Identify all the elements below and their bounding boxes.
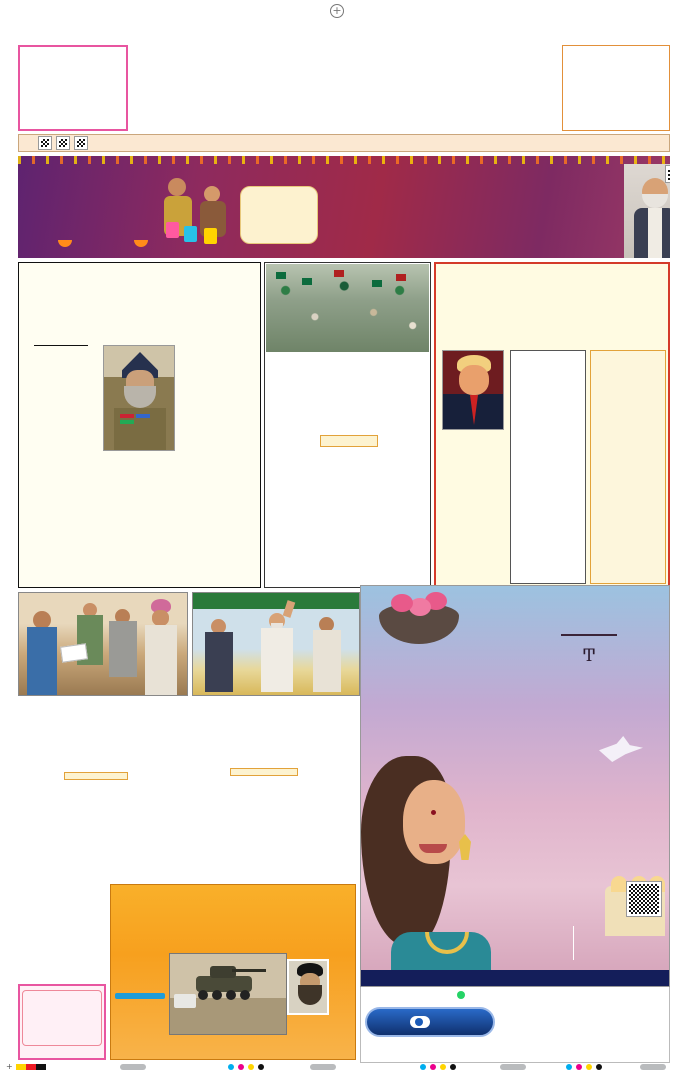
bindi-icon	[431, 810, 436, 815]
crop-plus-icon: +	[6, 1062, 13, 1071]
qr-code-icon	[39, 137, 51, 149]
ad-box-year-panel	[562, 45, 670, 131]
tanishq-logo-icon: Ͳ	[583, 646, 595, 666]
offer-divider	[573, 926, 574, 960]
self-promo-box-left	[18, 45, 128, 131]
tank-turret	[210, 966, 236, 978]
offers-row	[361, 924, 670, 966]
van-icon	[174, 994, 196, 1008]
trump-col	[442, 434, 504, 574]
sbi-offer-pill	[365, 1007, 495, 1037]
gupta-body-text2	[102, 758, 182, 848]
story-dig-body2	[103, 453, 177, 571]
info-bar	[18, 134, 670, 152]
shopping-bag-icon	[166, 222, 179, 238]
person-body	[205, 632, 233, 692]
shopper-face	[204, 186, 220, 202]
person-body	[27, 627, 57, 696]
shopping-bag-icon	[184, 226, 197, 242]
shaheen-portrait	[287, 959, 329, 1015]
person-face	[152, 610, 169, 626]
black-dot	[596, 1064, 602, 1070]
dove-icon	[599, 736, 643, 762]
modi-kurta	[648, 208, 662, 258]
tlp-body-left	[269, 428, 317, 578]
tlp-body-right	[381, 428, 429, 578]
registration-cross-icon: +	[330, 4, 344, 18]
story-dig-byline	[34, 345, 88, 346]
tlp-crowd-photo	[266, 264, 429, 352]
modi-body-text2	[270, 758, 350, 848]
story-dig-col1	[24, 345, 98, 573]
afghan-body-left	[116, 951, 164, 991]
shaheen-beard	[298, 985, 322, 1005]
gray-bar	[120, 1064, 146, 1070]
officer-beard	[124, 386, 156, 408]
gst-banner-ad	[18, 156, 670, 258]
story-dig-body1	[24, 348, 98, 573]
qr-code-icon	[75, 137, 87, 149]
whatsapp-icon	[457, 991, 465, 999]
person-body	[313, 630, 341, 692]
gray-bar	[640, 1064, 666, 1070]
cyan-dot	[228, 1064, 234, 1070]
tank-gun	[232, 969, 266, 972]
palace-domes	[611, 876, 627, 892]
story-trump	[434, 262, 670, 588]
trump-face	[459, 365, 489, 395]
flags-icon	[276, 272, 286, 279]
gupta-body-col2	[102, 758, 182, 848]
magenta-dot	[238, 1064, 244, 1070]
yellow-dot	[440, 1064, 446, 1070]
medal-ribbons-icon	[120, 414, 134, 418]
qr-code-icon	[57, 137, 69, 149]
cyan-dot	[420, 1064, 426, 1070]
shopper-face	[168, 178, 186, 196]
trump-photo	[442, 350, 504, 430]
magenta-dot	[576, 1064, 582, 1070]
subbox2-body	[593, 355, 663, 523]
yellow-dot	[248, 1064, 254, 1070]
story-pak-airspace	[18, 858, 106, 940]
trump-body	[442, 434, 504, 574]
gray-bar	[500, 1064, 526, 1070]
sangrand-body	[22, 990, 102, 1046]
tank-wheels	[198, 990, 208, 1000]
flowers-icon	[391, 594, 413, 612]
trump-subbox-1	[510, 350, 586, 584]
subbox1-body	[513, 355, 583, 533]
dig-portrait-photo	[103, 345, 175, 451]
tlp-col-left	[269, 428, 317, 578]
black-dot	[450, 1064, 456, 1070]
sangrand-box	[18, 984, 106, 1060]
magenta-dot	[430, 1064, 436, 1070]
tank-photo	[169, 953, 287, 1035]
event-banner	[193, 593, 359, 609]
color-bar	[16, 1064, 26, 1070]
tie-icon	[470, 395, 478, 425]
festoon-lights-icon	[18, 156, 670, 164]
tlp-col-right	[381, 428, 429, 578]
story-dig-body3	[182, 345, 256, 563]
modi-kurnool-photo	[192, 592, 360, 696]
trump-subbox-2	[590, 350, 666, 584]
by-label	[561, 634, 617, 636]
spacer	[323, 439, 375, 443]
story-afghan	[110, 884, 356, 1060]
afghan-col-left	[116, 951, 164, 991]
modi-beard	[642, 194, 668, 208]
tlp-points-box	[320, 435, 378, 447]
govt-emblem-icon	[666, 166, 670, 182]
story-dig-arrest	[18, 262, 261, 588]
modi-photo	[624, 164, 670, 258]
afghan-body-right	[333, 951, 353, 1035]
modi-body-col2	[270, 758, 350, 848]
gray-bar	[310, 1064, 336, 1070]
modi-kurta	[261, 628, 293, 692]
yellow-dot	[586, 1064, 592, 1070]
afghan-col-right	[333, 951, 356, 1035]
sbi-card-logo	[410, 1016, 430, 1028]
story-dig-col3	[182, 345, 256, 563]
story-dig-col2	[103, 345, 177, 571]
sbi-logo-icon	[415, 1018, 423, 1026]
gold-rate-strip	[361, 970, 670, 986]
diya-icon	[134, 240, 148, 247]
tanishq-ad	[360, 585, 670, 987]
shopping-bag-icon	[204, 228, 217, 244]
diya-icon	[58, 240, 72, 247]
afghan-blue-box	[115, 993, 165, 999]
gupta-ceremony-photo	[18, 592, 188, 696]
cyan-dot	[566, 1064, 572, 1070]
person-body	[109, 621, 137, 677]
tanishq-qr-code	[627, 882, 661, 916]
story-tlp	[264, 262, 431, 588]
tanishq-footer	[360, 987, 670, 1063]
person-body	[145, 625, 177, 696]
floating-island	[379, 604, 459, 644]
ad-speech-bubble	[240, 186, 318, 244]
pak-body	[18, 860, 106, 940]
black-dot	[258, 1064, 264, 1070]
